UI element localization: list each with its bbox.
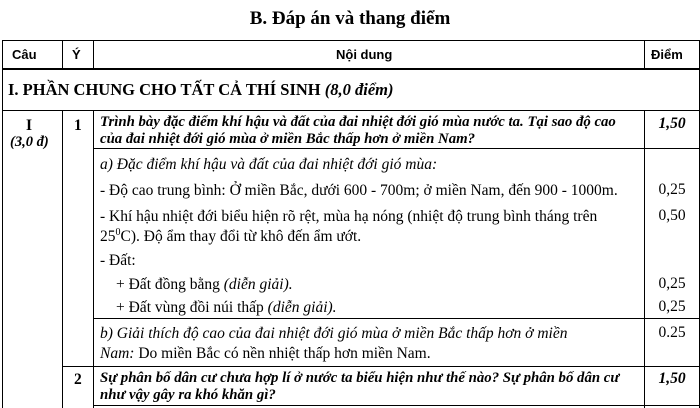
y1-bottom-border xyxy=(62,366,700,367)
header-noi-dung: Nội dung xyxy=(336,47,393,62)
dat-dong-bang xyxy=(116,275,293,294)
y1-number: 1 xyxy=(74,117,82,134)
part-a-bottom-border xyxy=(93,318,700,319)
col-divider-cau-body xyxy=(62,110,63,408)
dat1-score: 0,25 xyxy=(658,275,686,292)
dat2-score: 0,25 xyxy=(658,298,686,315)
y1-score: 1,50 xyxy=(658,115,686,132)
header-bottom-border xyxy=(2,68,700,70)
col-divider-y xyxy=(93,40,94,69)
dat1-text: + Đất đồng bằng xyxy=(116,276,224,293)
question-points: (3,0 đ) xyxy=(10,134,49,150)
part-a-score1: 0,25 xyxy=(658,181,686,198)
table-left-border xyxy=(2,40,3,408)
header-diem: Điểm xyxy=(651,47,683,62)
part-a-heading: a) Đặc điểm khí hậu và đất của đai nhiệt đới gió mùa: xyxy=(100,156,438,173)
section-heading xyxy=(8,80,394,99)
col-divider-cau xyxy=(62,40,63,69)
part-b-line1: b) Giải thích độ cao của đai nhiệt đới gió mùa ở miền Bắc thấp hơn ở miền xyxy=(100,325,568,342)
part-a-line2b xyxy=(100,227,361,246)
y2-question-line1: Sự phân bố dân cư chưa hợp lí ở nước ta biểu hiện như thế nào? Sự phân bố dân cư xyxy=(100,370,620,386)
part-b-line2 xyxy=(100,344,431,363)
y1-question-line1: Trình bày đặc điểm khí hậu và đất của đai nhiệt đới gió mùa nước ta. Tại sao độ cao xyxy=(100,114,616,130)
part-a-score2: 0,50 xyxy=(658,207,686,224)
y1-question-line2: của đai nhiệt đới gió mùa ở miền Bắc thấp hơn ở miền Nam? xyxy=(100,131,476,147)
part-b-score: 0.25 xyxy=(658,324,686,341)
col-divider-diem-body xyxy=(644,110,645,408)
part-b-text: Do miền Bắc có nền nhiệt thấp hơn miền Nam. xyxy=(138,345,431,362)
part-a-line1: - Độ cao trung bình: Ở miền Bắc, dưới 600 - 700m; ở miền Nam, đến 900 - 1000m. xyxy=(100,182,618,199)
part-a-line2b-rest: C). Độ ẩm thay đổi từ khô đến ẩm ướt. xyxy=(120,228,362,245)
section-title: I. PHẦN CHUNG CHO TẤT CẢ THÍ SINH xyxy=(8,80,321,99)
section-points: (8,0 điểm) xyxy=(324,80,394,99)
dat-label: - Đất: xyxy=(100,252,136,269)
y2-question-line2: như vậy gây ra khó khăn gì? xyxy=(100,387,276,403)
header-y: Ý xyxy=(72,47,81,62)
table-top-border xyxy=(2,40,700,41)
question-number: I xyxy=(26,117,33,134)
header-cau: Câu xyxy=(12,47,37,62)
dat-doi-nui xyxy=(116,298,337,317)
answer-key-title: B. Đáp án và thang điểm xyxy=(249,8,451,29)
y2-number: 2 xyxy=(74,371,82,388)
y2-score: 1,50 xyxy=(658,370,686,387)
dat1-note: (diễn giải). xyxy=(223,276,293,293)
dat2-note: (diễn giải). xyxy=(267,299,337,316)
section-bottom-border xyxy=(2,110,700,111)
dat2-text: + Đất vùng đồi núi thấp xyxy=(116,299,268,316)
temp-value: 25 xyxy=(100,228,116,245)
col-divider-y-body xyxy=(93,110,94,408)
part-a-line2a: - Khí hậu nhiệt đới biểu hiện rõ rệt, mùa hạ nóng (nhiệt độ trung bình tháng trên xyxy=(100,208,598,225)
question2-bottom-border xyxy=(93,405,700,406)
col-divider-diem xyxy=(644,40,645,69)
degree-sup: 0 xyxy=(115,226,121,238)
part-b-label: Nam: xyxy=(100,345,139,362)
